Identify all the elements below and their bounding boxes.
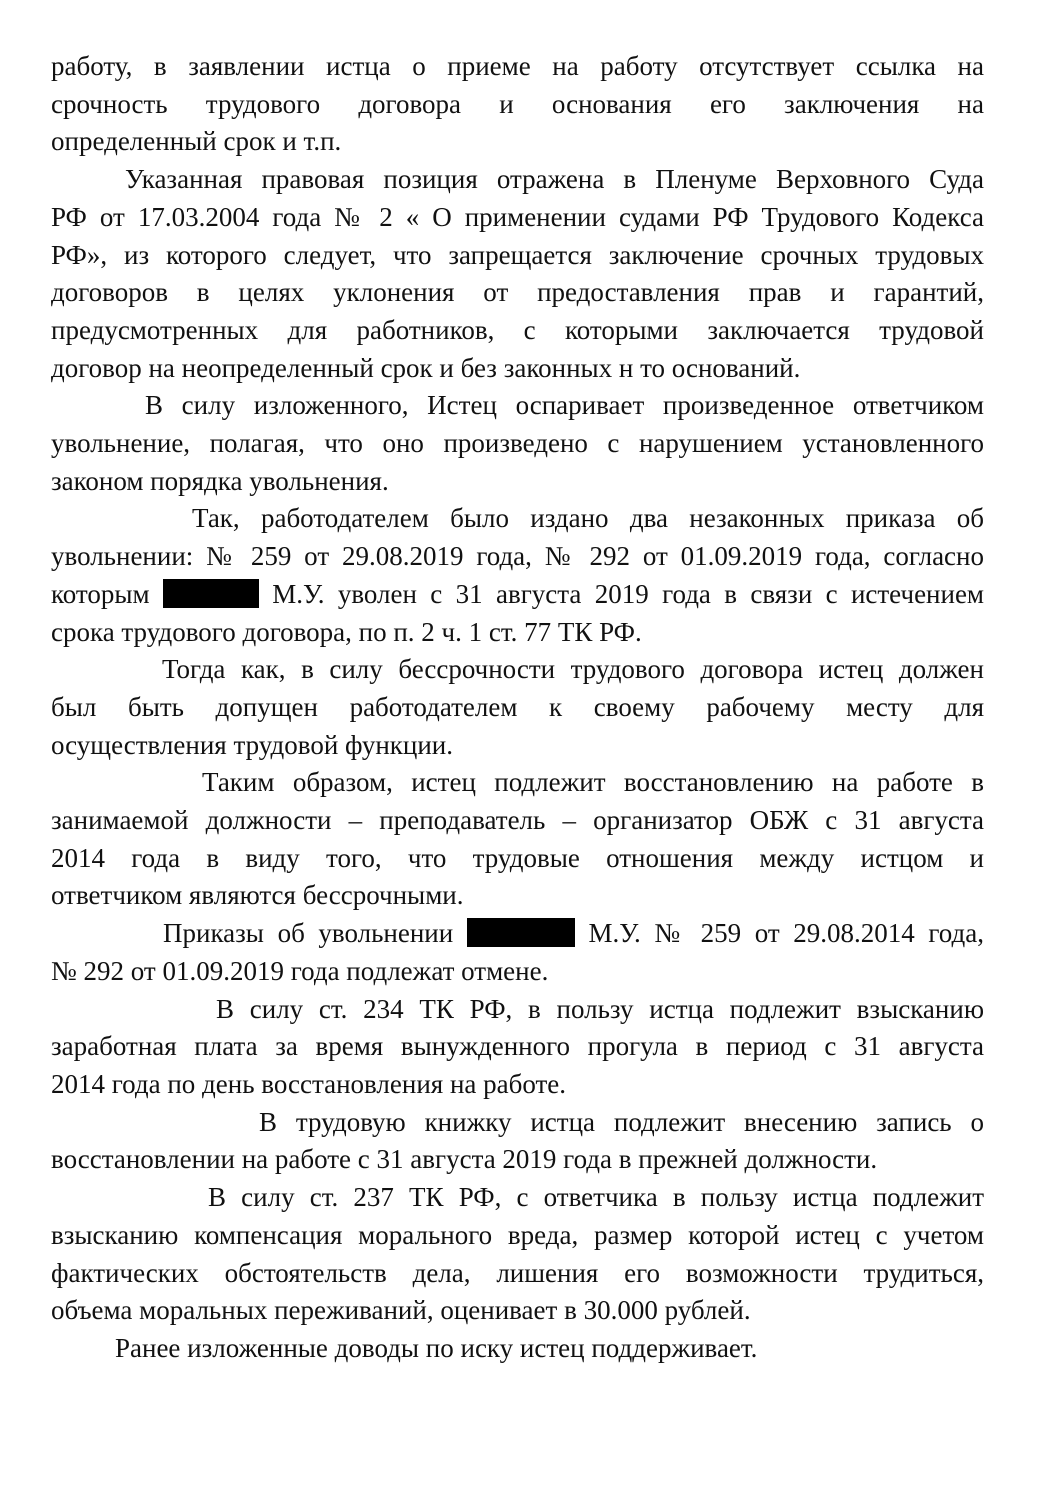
paragraph-plenum-position (51, 161, 984, 387)
text-line: В силу ст. 234 ТК РФ, в пользу истца подлежит взысканию (216, 993, 984, 1024)
text-line: Указанная правовая позиция отражена в Пленуме Верховного Суда (125, 164, 984, 195)
text-line: Ранее изложенные доводы по иску истец поддерживает. (115, 1332, 758, 1363)
text-line: заработная плата за время вынужденного прогула в период с 31 августа (51, 1031, 984, 1062)
text-line: ответчиком являются бессрочными. (51, 880, 464, 911)
paragraph-dismissal-challenge (51, 387, 984, 500)
text-line: занимаемой должности – преподаватель – организатор ОБЖ с 31 августа (51, 805, 984, 836)
paragraph-indefinite-contract (51, 651, 984, 764)
text-line: В трудовую книжку истца подлежит внесению запись о (259, 1106, 984, 1137)
redacted-name-block (163, 579, 259, 608)
text-line: осуществления трудовой функции. (51, 729, 454, 760)
text-line: РФ от 17.03.2004 года № 2 « О применении судами РФ Трудового Кодекса (51, 201, 984, 232)
text-line: восстановлении на работе с 31 августа 2019 года в прежней должности. (51, 1144, 878, 1175)
text-line: В силу ст. 237 ТК РФ, с ответчика в пользу истца подлежит (208, 1182, 984, 1213)
text-line: фактических обстоятельств дела, лишения его возможности трудиться, (51, 1257, 984, 1288)
text-line: предусмотренных для работников, с которыми заключается трудовой (51, 314, 984, 345)
text-fragment: М.У. уволен с 31 августа 2019 года в связи с истечением (272, 578, 985, 609)
text-line: Так, работодателем было издано два незаконных приказа об (192, 503, 984, 534)
paragraph-moral-damage (51, 1179, 984, 1330)
text-line: определенный срок и т.п. (51, 126, 342, 157)
text-line: работу, в заявлении истца о приеме на работу отсутствует ссылка на (51, 51, 984, 81)
paragraph-dismissal-orders (51, 500, 984, 651)
paragraph-forced-absence-pay (51, 991, 984, 1104)
text-line: срочность трудового договора и основания его заключения на (51, 88, 984, 119)
paragraph-orders-cancellation (51, 915, 984, 990)
text-line: № 292 от 01.09.2019 года подлежат отмене. (51, 955, 549, 986)
paragraph-contract-term (51, 48, 984, 161)
text-fragment: которым (51, 578, 150, 609)
text-line: 2014 года в виду того, что трудовые отношения между истцом и (51, 842, 984, 873)
text-line: увольнение, полагая, что оно произведено с нарушением установленного (51, 428, 984, 459)
text-line: Таким образом, истец подлежит восстановлению на работе в (202, 767, 984, 798)
text-line: РФ», из которого следует, что запрещается заключение срочных трудовых (51, 239, 984, 270)
paragraph-arguments-support (51, 1330, 984, 1368)
text-line: В силу изложенного, Истец оспаривает произведенное ответчиком (145, 390, 984, 421)
redacted-name-block (467, 918, 575, 947)
text-line (51, 576, 984, 614)
text-line: законом порядка увольнения. (51, 465, 389, 496)
text-fragment: М.У. № 259 от 29.08.2014 года, (588, 918, 984, 949)
text-line: 2014 года по день восстановления на работе. (51, 1068, 567, 1099)
text-line: Тогда как, в силу бессрочности трудового договора истец должен (162, 654, 984, 685)
text-line (51, 915, 984, 953)
paragraph-work-book-entry (51, 1104, 984, 1179)
text-line: был быть допущен работодателем к своему рабочему месту для (51, 691, 984, 722)
document-page (51, 48, 984, 1368)
text-fragment: Приказы об увольнении (163, 918, 454, 949)
paragraph-reinstatement (51, 764, 984, 915)
text-line: договоров в целях уклонения от предоставления прав и гарантий, (51, 277, 984, 308)
text-line: объема моральных переживаний, оценивает в 30.000 рублей. (51, 1295, 751, 1326)
text-line: срока трудового договора, по п. 2 ч. 1 ст. 77 ТК РФ. (51, 616, 642, 647)
text-line: увольнении: № 259 от 29.08.2019 года, № 292 от 01.09.2019 года, согласно (51, 541, 984, 572)
text-line: взысканию компенсация морального вреда, размер которой истец с учетом (51, 1219, 984, 1250)
text-line: договор на неопределенный срок и без законных н то оснований. (51, 352, 801, 383)
